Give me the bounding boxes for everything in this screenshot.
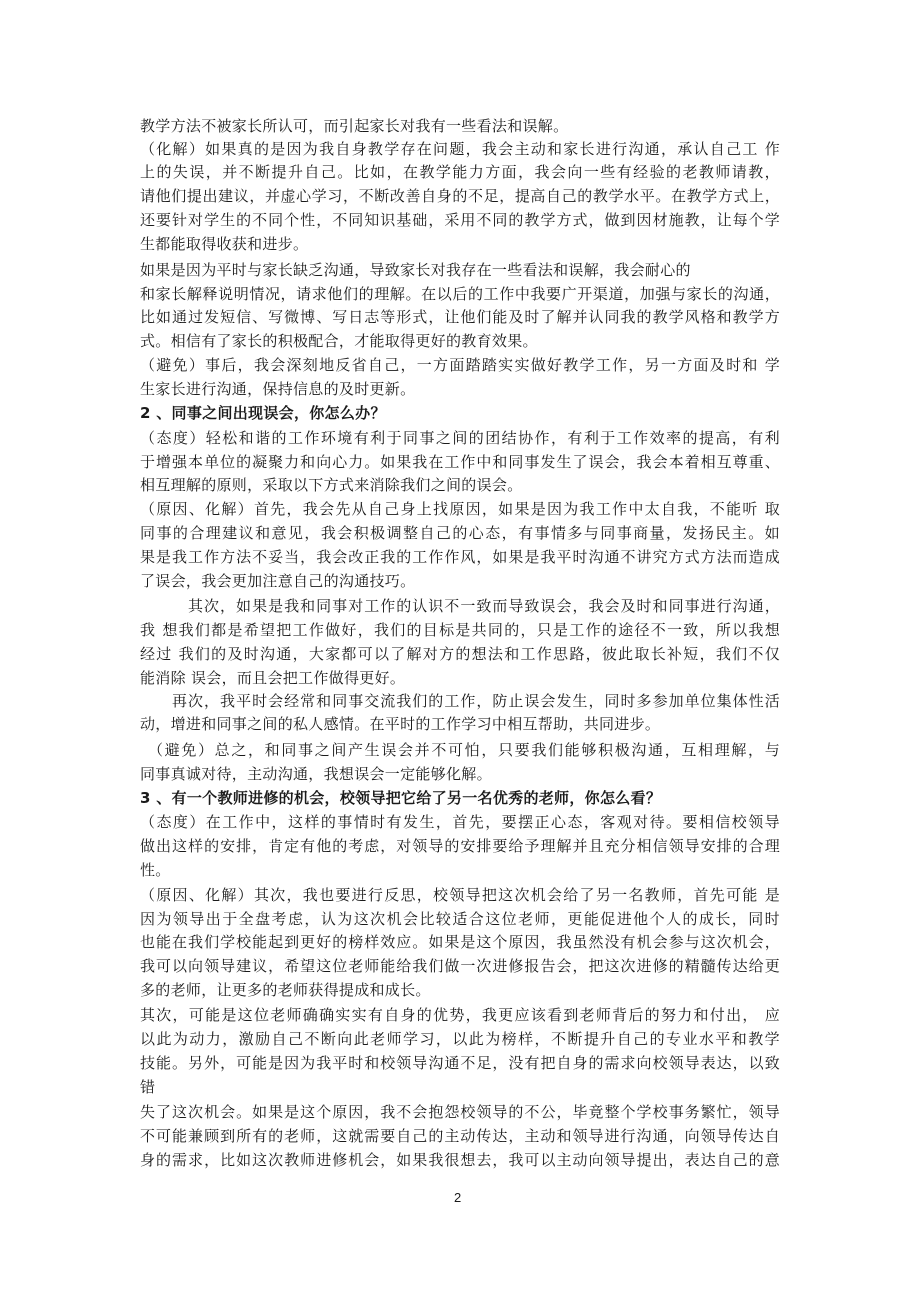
- text-line: 请他们提出建议，并虚心学习，不断改善自身的不足，提高自己的教学水平。在教学方式上，: [140, 187, 780, 205]
- text-line: 如果是因为平时与家长缺乏沟通，导致家长对我存在一些看法和误解，我会耐心的: [140, 261, 691, 279]
- text-line: （原因、化解）首先，我会先从自己身上找原因，如果是因为我工作中太自我，不能听 取: [140, 500, 780, 518]
- text-line: 上的失误，并不断提升自己。比如，在教学能力方面，我会向一些有经验的老教师请教，: [140, 163, 780, 181]
- text-line: 以此为动力，激励自己不断向此老师学习，以此为榜样，不断提升自己的专业水平和教学: [140, 1030, 780, 1048]
- text-line: 教学方法不被家长所认可，而引起家长对我有一些看法和误解。: [140, 117, 569, 135]
- text-line: 失了这次机会。如果是这个原因，我不会抱怨校领导的不公，毕竟整个学校事务繁忙，领导: [140, 1103, 780, 1121]
- text-line: 也能在我们学校能起到更好的榜样效应。如果是这个原因，我虽然没有机会参与这次机会，: [140, 933, 780, 951]
- text-line: 身的需求，比如这次教师进修机会，如果我很想去，我可以主动向领导提出，表达自己的意: [140, 1151, 780, 1169]
- text-line: 同事的合理建议和意见，我会积极调整自己的心态，有事情多与同事商量，发扬民主。如: [140, 524, 780, 542]
- text-line: 错: [140, 1078, 156, 1096]
- text-line: 还要针对学生的不同个性，不同知识基础，采用不同的教学方式，做到因材施教，让每个学: [140, 211, 780, 229]
- text-line: （态度）轻松和谐的工作环境有利于同事之间的团结协作，有利于工作效率的提高，有利: [140, 429, 780, 447]
- text-line: 和家长解释说明情况，请求他们的理解。在以后的工作中我要广开渠道，加强与家长的沟通，: [140, 285, 780, 303]
- page-number: 2: [454, 1190, 462, 1205]
- text-line: 生都能取得收获和进步。: [140, 235, 309, 253]
- text-line: （原因、化解）其次，我也要进行反思，校领导把这次机会给了另一名教师，首先可能 是: [140, 886, 780, 904]
- question-heading: 2 、同事之间出现误会，你怎么办？: [140, 404, 386, 422]
- text-line: 动，增进和同事之间的私人感情。在平时的工作学习中相互帮助，共同进步。: [140, 715, 661, 733]
- text-line: 不可能兼顾到所有的老师，这就需要自己的主动传达，主动和领导进行沟通，向领导传达自: [140, 1127, 780, 1145]
- text-line: 能消除 误会，而且会把工作做得更好。: [140, 669, 406, 687]
- text-line: 多的老师，让更多的老师获得提成和成长。: [140, 981, 431, 999]
- text-line: 了误会，我会更加注意自己的沟通技巧。: [140, 572, 416, 590]
- text-line: （避免）事后，我会深刻地反省自己，一方面踏踏实实做好教学工作，另一方面及时和 学: [140, 356, 780, 374]
- text-line: 经过 我们的及时沟通，大家都可以了解对方的想法和工作思路，彼此取长补短，我们不仅: [140, 645, 780, 663]
- text-line: （避免）总之，和同事之间产生误会并不可怕，只要我们能够积极沟通，互相理解，与: [148, 741, 780, 759]
- text-line: 比如通过发短信、写微博、写日志等形式，让他们能及时了解并认同我的教学风格和教学方: [140, 308, 780, 326]
- text-line: 相互理解的原则，采取以下方式来消除我们之间的误会。: [140, 476, 523, 494]
- text-line: 果是我工作方法不妥当，我会改正我的工作作风，如果是我平时沟通不讲究方式方法而造成: [140, 548, 780, 566]
- text-line: 我 想我们都是希望把工作做好，我们的目标是共同的，只是工作的途径不一致，所以我想: [140, 621, 780, 639]
- text-line: 其次，如果是我和同事对工作的认识不一致而导致误会，我会及时和同事进行沟通，: [188, 597, 780, 615]
- text-line: 其次，可能是这位老师确确实实有自身的优势，我更应该看到老师背后的努力和付出， 应: [140, 1006, 780, 1024]
- text-line: 式。相信有了家长的积极配合，才能取得更好的教育效果。: [140, 332, 538, 350]
- text-line: （化解）如果真的是因为我自身教学存在问题，我会主动和家长进行沟通，承认自己工 作: [140, 140, 780, 158]
- text-line: 因为领导出于全盘考虑，认为这次机会比较适合这位老师，更能促进他个人的成长，同时: [140, 910, 780, 928]
- question-heading: 3 、有一个教师进修的机会，校领导把它给了另一名优秀的老师，你怎么看？: [140, 789, 662, 807]
- text-line: 做出这样的安排，肯定有他的考虑，对领导的安排要给予理解并且充分相信领导安排的合理: [140, 837, 780, 855]
- text-line: 技能。另外，可能是因为我平时和校领导沟通不足，没有把自身的需求向校领导表达，以致: [140, 1054, 780, 1072]
- text-line: 生家长进行沟通，保持信息的及时更新。: [140, 380, 416, 398]
- text-line: 我可以向领导建议，希望这位老师能给我们做一次进修报告会，把这次进修的精髓传达给更: [140, 957, 780, 975]
- text-line: 同事真诚对待，主动沟通，我想误会一定能够化解。: [140, 765, 492, 783]
- text-line: 于增强本单位的凝聚力和向心力。如果我在工作中和同事发生了误会，我会本着相互尊重、: [140, 453, 780, 471]
- text-line: （态度）在工作中，这样的事情时有发生，首先，要摆正心态，客观对待。要相信校领导: [140, 813, 780, 831]
- text-line: 再次，我平时会经常和同事交流我们的工作，防止误会发生，同时多参加单位集体性活: [172, 692, 780, 710]
- text-line: 性。: [140, 861, 171, 879]
